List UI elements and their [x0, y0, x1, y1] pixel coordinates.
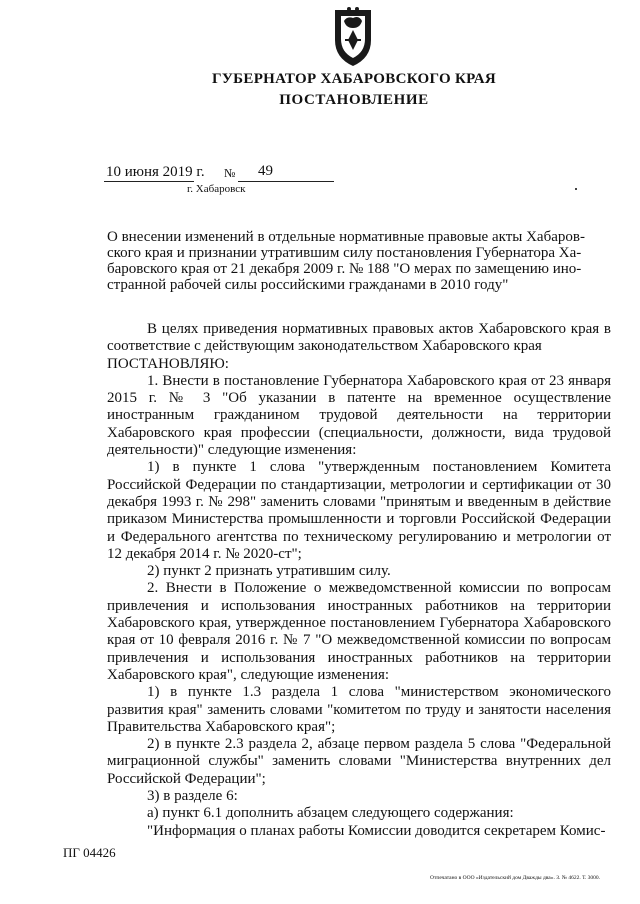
date-underline: [104, 181, 194, 182]
number-sign: №: [224, 166, 236, 180]
document-number: 49: [258, 163, 273, 179]
subject-line: баровского края от 21 декабря 2009 г. № 188 "О мерах по замещению ино-: [107, 261, 582, 277]
body-paragraph: 3) в разделе 6:: [147, 788, 238, 805]
body-paragraph: 2) пункт 2 признать утратившим силу.: [147, 563, 391, 580]
subject-line: О внесении изменений в отдельные нормативные правовые акты Хабаров-: [107, 229, 585, 245]
body-paragraph: 1) в пункте 1.3 раздела 1 слова "министерством экономического развития края" заменить словами "комитетом по труду и занятости населения Правительства Хабаровского края";: [107, 684, 611, 735]
preamble-paragraph: В целях приведения нормативных правовых актов Хабаровского края в соответствие с действующим законодательством Хабаровского края: [107, 321, 611, 355]
document-body: [107, 321, 611, 840]
decree-word: ПОСТАНОВЛЯЮ:: [107, 355, 229, 372]
body-paragraph: "Информация о планах работы Комиссии доводится секретарем Комис-: [147, 822, 606, 839]
subject-line: странной рабочей силы российскими гражданами в 2010 году": [107, 277, 509, 293]
document-subject: [107, 229, 611, 293]
form-code: ПГ 04426: [63, 845, 116, 860]
number-underline: [238, 181, 334, 182]
body-paragraph: 2. Внести в Положение о межведомственной комиссии по вопросам привлечения и использования иностранных работников на территории Хабаровского края, утвержденное постановлением Губернатора Хабаровского края от 10 февраля 2016 г. № 7 "О межведомственной комиссии по вопросам привлечения и использования иностранных работников на территории Хабаровского края", следующие изменения:: [107, 580, 611, 683]
coat-of-arms-icon: [329, 6, 377, 68]
issuing-authority: ГУБЕРНАТОР ХАБАРОВСКОГО КРАЯ: [212, 71, 496, 87]
document-date: 10 июня 2019 г.: [106, 164, 205, 180]
city: г. Хабаровск: [187, 183, 246, 195]
body-paragraph: 1) в пункте 1 слова "утвержденным постановлением Комитета Российской Федерации по стандартизации, метрологии и сертификации от 30 декабря 1993 г. № 298" заменить словами "принятым и введенным в действие приказом Министерства промышленности и торговли Российской Федерации и Федерального агентства по техническому регулированию и метрологии от 12 декабря 2014 г. № 2020-ст";: [107, 459, 611, 562]
body-paragraph: 2) в пункте 2.3 раздела 2, абзаце первом раздела 5 слова "Федеральной миграционной службы" заменить словами "Министерства внутренних дел Российской Федерации";: [107, 736, 611, 787]
print-imprint: Отпечатано в ООО «Издательский дом Дважды два». З. № 4622. Т. 3000.: [430, 875, 601, 881]
subject-line: ского края и признании утратившим силу постановления Губернатора Ха-: [107, 245, 582, 261]
document-type: ПОСТАНОВЛЕНИЕ: [279, 92, 429, 108]
speck: [575, 188, 577, 190]
body-paragraph: а) пункт 6.1 дополнить абзацем следующего содержания:: [147, 805, 514, 822]
body-paragraph: 1. Внести в постановление Губернатора Хабаровского края от 23 января 2015 г. № 3 "Об указании в патенте на временное осуществление иностранным гражданином трудовой деятельности на территории Хабаровского края профессии (специальности, должности, вида трудовой деятельности)" следующие изменения:: [107, 372, 611, 459]
